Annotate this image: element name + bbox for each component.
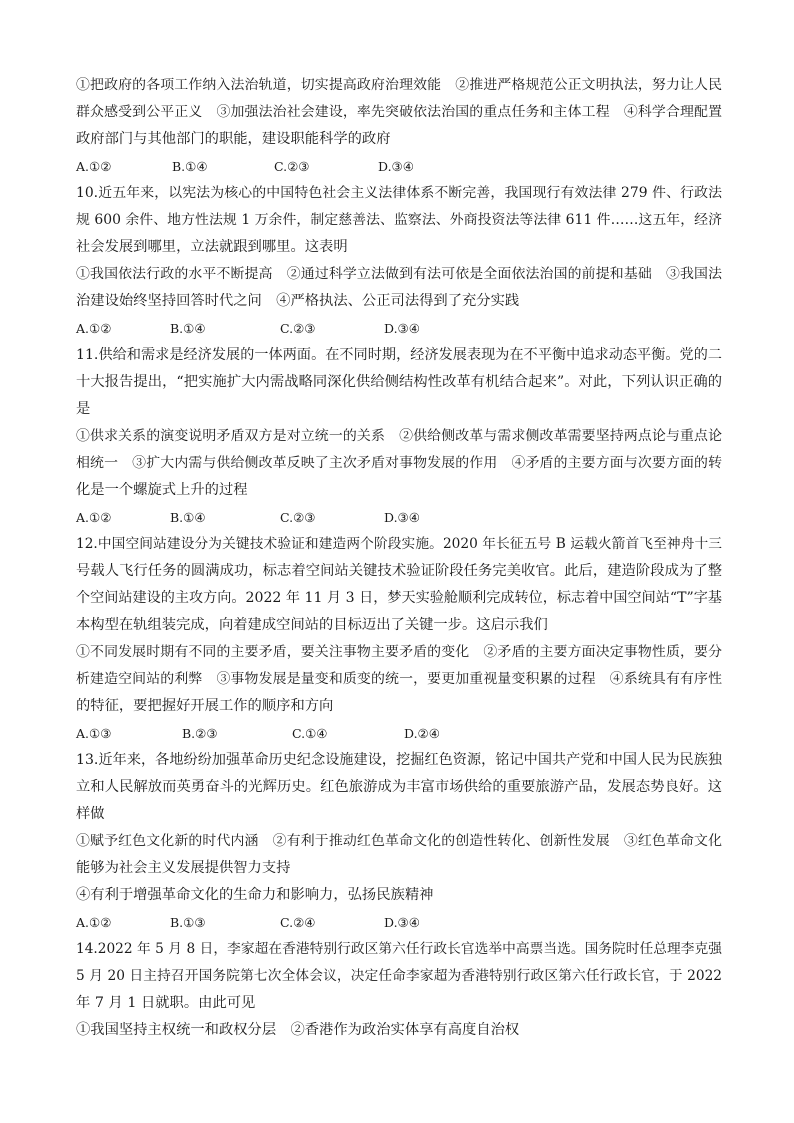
answer-options bbox=[76, 315, 722, 342]
question-line: 群众感受到公平正义 ③加强法治社会建设，率先突破依法治国的重点任务和主体工程 ④科学合理配置 bbox=[76, 104, 722, 120]
question-line: 13.近年来，各地纷纷加强革命历史纪念设施建设，挖掘红色资源，铭记中国共产党和中国人民为民族独 bbox=[76, 752, 722, 768]
question-line: 相统一 ③扩大内需与供给侧改革反映了主次矛盾对事物发展的作用 ④矛盾的主要方面与次要方面的转 bbox=[76, 455, 722, 471]
option-a: A.①② bbox=[76, 915, 112, 930]
question-line: 年 7 月 1 日就职。由此可见 bbox=[76, 995, 256, 1011]
answer-options bbox=[76, 909, 722, 936]
question-13 bbox=[76, 747, 722, 936]
question-line: ①不同发展时期有不同的主要矛盾，要关注事物主要矛盾的变化 ②矛盾的主要方面决定事物性质，要分 bbox=[76, 644, 722, 660]
option-a: A.①② bbox=[76, 159, 112, 174]
option-d: D.②④ bbox=[404, 726, 440, 741]
question-11 bbox=[76, 342, 722, 531]
option-d: D.③④ bbox=[384, 321, 420, 336]
option-a: A.①② bbox=[76, 510, 112, 525]
question-line: ①我国依法行政的水平不断提高 ②通过科学立法做到有法可依是全面依法治国的前提和基础 ③我国法 bbox=[76, 266, 722, 282]
option-b: B.①④ bbox=[170, 321, 206, 336]
option-d: D.③④ bbox=[384, 510, 420, 525]
question-line: 社会发展到哪里，立法就跟到哪里。这表明 bbox=[76, 239, 348, 255]
option-c: C.②③ bbox=[280, 321, 316, 336]
question-line: 个空间站建设的主攻方向。2022 年 11 月 3 日，梦天实验舱顺利完成转位，标志着中国空间站“T”字基 bbox=[76, 590, 722, 606]
question-line: 的特征，要把握好开展工作的顺序和方向 bbox=[76, 698, 334, 714]
question-line: ①把政府的各项工作纳入法治轨道，切实提高政府治理效能 ②推进严格规范公正文明执法，努力让人民 bbox=[76, 77, 722, 93]
option-d: D.③④ bbox=[384, 915, 420, 930]
question-line: 立和人民解放而英勇奋斗的光辉历史。红色旅游成为丰富市场供给的重要旅游产品，发展态势良好。这 bbox=[76, 779, 722, 795]
option-c: C.②③ bbox=[280, 510, 316, 525]
question-line: 能够为社会主义发展提供智力支持 bbox=[76, 860, 291, 876]
question-line: 样做 bbox=[76, 806, 105, 822]
option-b: B.①③ bbox=[170, 915, 206, 930]
question-line: 本构型在轨组装完成，向着建成空间站的目标迈出了关键一步。这启示我们 bbox=[76, 617, 548, 633]
option-b: B.①④ bbox=[172, 159, 208, 174]
question-line: 政府部门与其他部门的职能，建设职能科学的政府 bbox=[76, 131, 391, 147]
question-line: 治建设始终坚持回答时代之问 ④严格执法、公正司法得到了充分实践 bbox=[76, 293, 520, 309]
question-line: 14.2022 年 5 月 8 日，李家超在香港特别行政区第六任行政长官选举中高票当选。国务院时任总理李克强 bbox=[76, 941, 722, 957]
question-10 bbox=[76, 180, 722, 342]
question-9 bbox=[76, 72, 722, 180]
option-a: A.①③ bbox=[76, 726, 112, 741]
option-d: D.③④ bbox=[378, 159, 414, 174]
question-line: 化是一个螺旋式上升的过程 bbox=[76, 482, 248, 498]
question-line: 是 bbox=[76, 401, 91, 417]
option-c: C.②④ bbox=[280, 915, 316, 930]
question-line: 12.中国空间站建设分为关键技术验证和建造两个阶段实施。2020 年长征五号 B 运载火箭首飞至神舟十三 bbox=[76, 536, 722, 552]
question-line: 10.近五年来，以宪法为核心的中国特色社会主义法律体系不断完善，我国现行有效法律 279 件、行政法 bbox=[76, 185, 722, 201]
answer-options bbox=[76, 720, 722, 747]
question-line: 号载人飞行任务的圆满成功，标志着空间站关键技术验证阶段任务完美收官。此后，建造阶段成为了整 bbox=[76, 563, 722, 579]
question-list bbox=[76, 72, 722, 1044]
option-c: C.①④ bbox=[292, 726, 328, 741]
option-c: C.②③ bbox=[274, 159, 310, 174]
question-line: ①供求关系的演变说明矛盾双方是对立统一的关系 ②供给侧改革与需求侧改革需要坚持两点论与重点论 bbox=[76, 428, 722, 444]
question-line: 11.供给和需求是经济发展的一体两面。在不同时期，经济发展表现为在不平衡中追求动态平衡。党的二 bbox=[76, 347, 722, 363]
question-14 bbox=[76, 936, 722, 1044]
question-line: 规 600 余件、地方性法规 1 万余件，制定慈善法、监察法、外商投资法等法律 611 件……这五年，经济 bbox=[76, 212, 722, 228]
answer-options bbox=[76, 153, 722, 180]
option-b: B.①④ bbox=[170, 510, 206, 525]
question-line: ④有利于增强革命文化的生命力和影响力，弘扬民族精神 bbox=[76, 887, 434, 903]
question-line: 5 月 20 日主持召开国务院第七次全体会议，决定任命李家超为香港特别行政区第六任行政长官，于 2022 bbox=[76, 968, 722, 984]
question-line: 十大报告提出，“把实施扩大内需战略同深化供给侧结构性改革有机结合起来”。对此，下列认识正确的 bbox=[76, 374, 722, 390]
question-12 bbox=[76, 531, 722, 747]
question-line: ①赋予红色文化新的时代内涵 ②有利于推动红色革命文化的创造性转化、创新性发展 ③红色革命文化 bbox=[76, 833, 722, 849]
answer-options bbox=[76, 504, 722, 531]
question-line: 析建造空间站的利弊 ③事物发展是量变和质变的统一，要更加重视量变积累的过程 ④系统具有有序性 bbox=[76, 671, 722, 687]
option-b: B.②③ bbox=[182, 726, 218, 741]
option-a: A.①② bbox=[76, 321, 112, 336]
question-line: ①我国坚持主权统一和政权分层 ②香港作为政治实体享有高度自治权 bbox=[76, 1022, 520, 1038]
